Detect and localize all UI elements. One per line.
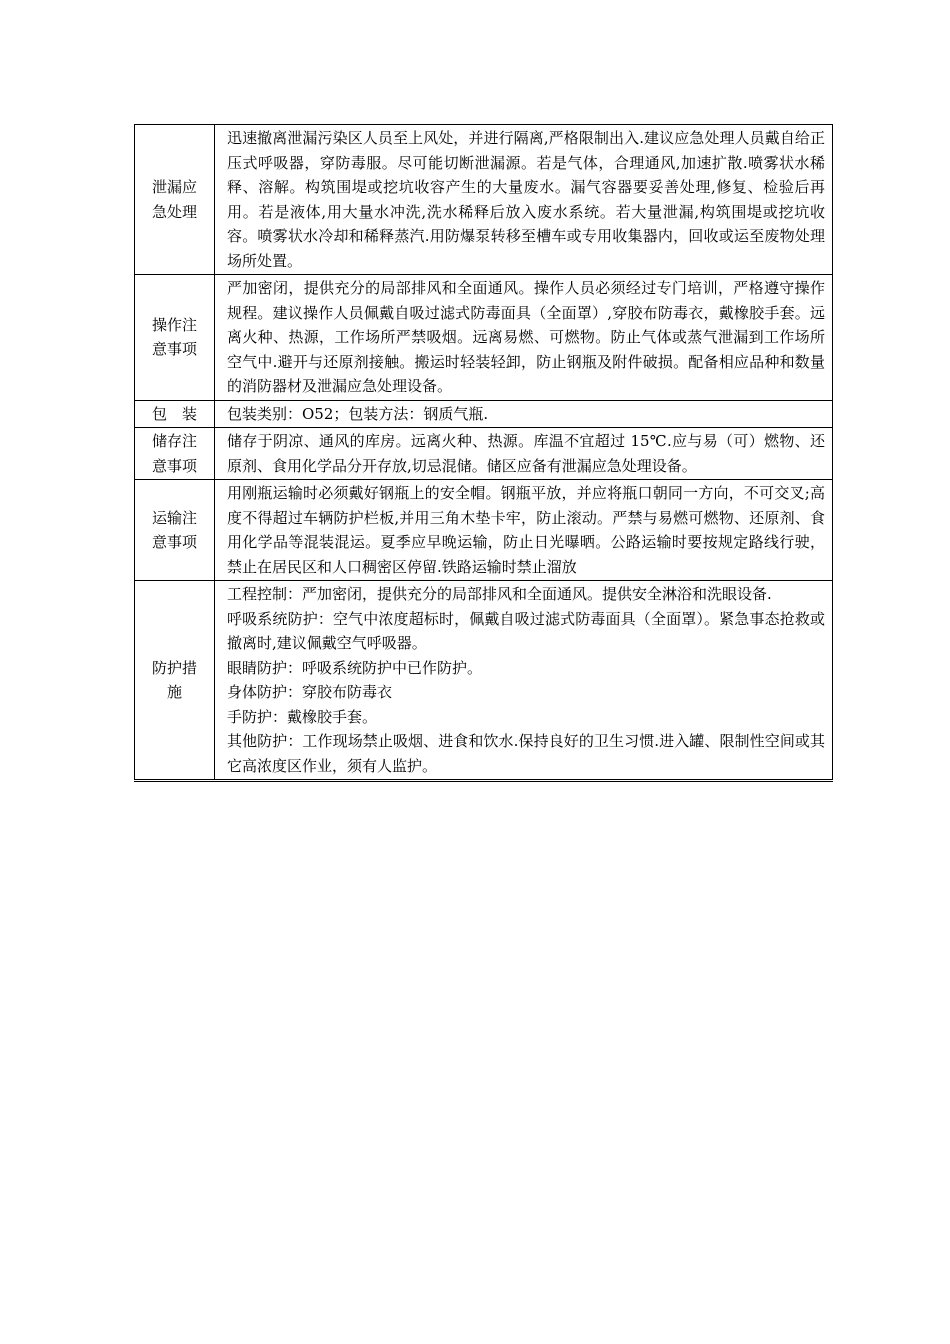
protection-hand: 手防护：戴橡胶手套。 <box>227 707 378 726</box>
row-content <box>215 480 833 581</box>
protection-eye: 眼睛防护：呼吸系统防护中已作防护。 <box>227 658 483 677</box>
row-content <box>215 581 833 781</box>
row-label-line: 防护措 <box>151 658 197 677</box>
row-label <box>135 581 215 781</box>
row-paragraph: 严加密闭，提供充分的局部排风和全面通风。操作人员必须经过专门培训，严格遵守操作规程。建议操作人员佩戴自吸过滤式防毒面具（全面罩）,穿胶布防毒衣，戴橡胶手套。远离火种、热源，工作场所严禁吸烟。远离易燃、可燃物。防止气体或蒸气泄漏到工作场所空气中.避开与还原剂接触。搬运时轻装轻卸，防止钢瓶及附件破损。配备相应品种和数量的消防器材及泄漏应急处理设备。 <box>227 279 825 395</box>
row-content <box>215 428 833 480</box>
protection-engineering: 工程控制：严加密闭，提供充分的局部排风和全面通风。提供安全淋浴和洗眼设备. <box>227 585 772 603</box>
row-label-line: 泄漏应 <box>151 178 197 196</box>
protection-other: 其他防护：工作现场禁止吸烟、进食和饮水.保持良好的卫生习惯.进入罐、限制性空间或其它高浓度区作业，须有人监护。 <box>227 732 825 775</box>
table-row-transport-notes <box>135 480 833 581</box>
table-row-protection-measures <box>135 581 833 781</box>
table-row-operation-notes <box>135 275 833 401</box>
row-label-line: 意事项 <box>151 456 197 475</box>
protection-body: 身体防护：穿胶布防毒衣 <box>227 683 393 701</box>
row-label-line: 施 <box>166 683 182 701</box>
row-label-line: 操作注 <box>151 315 197 334</box>
row-paragraph: 包装类别：O52；包装方法：钢质气瓶. <box>227 404 489 423</box>
row-label <box>135 480 215 581</box>
protection-respiratory: 呼吸系统防护：空气中浓度超标时，佩戴自吸过滤式防毒面具（全面罩）。紧急事态抢救或撤离时,建议佩戴空气呼吸器。 <box>227 609 825 652</box>
table-row-leak-emergency <box>135 125 833 275</box>
row-label-line: 急处理 <box>151 202 197 221</box>
row-paragraph: 储存于阴凉、通风的库房。远离火种、热源。库温不宜超过 15℃.应与易（可）燃物、还原剂、食用化学品分开存放,切忌混储。储区应备有泄漏应急处理设备。 <box>227 432 825 475</box>
row-label-line: 意事项 <box>151 533 197 551</box>
row-paragraph: 迅速撤离泄漏污染区人员至上风处，并进行隔离,严格限制出入.建议应急处理人员戴自给正压式呼吸器，穿防毒服。尽可能切断泄漏源。若是气体，合理通风,加速扩散.喷雾状水稀释、溶解。构筑围堤或挖坑收容产生的大量废水。漏气容器要妥善处理,修复、检验后再用。若是液体,用大量水冲洗,洗水稀释后放入废水系统。若大量泄漏,构筑围堤或挖坑收容。喷雾状水冷却和稀释蒸汽.用防爆泵转移至槽车或专用收集器内，回收或运至废物处理场所处置。 <box>227 129 825 270</box>
row-label-line: 包 装 <box>151 404 197 423</box>
row-paragraph: 用刚瓶运输时必须戴好钢瓶上的安全帽。钢瓶平放，并应将瓶口朝同一方向，不可交叉;高度不得超过车辆防护栏板,并用三角木垫卡牢，防止滚动。严禁与易燃可燃物、还原剂、食用化学品等混装混运。夏季应早晚运输，防止日光曝晒。公路运输时要按规定路线行驶，禁止在居民区和人口稠密区停留.铁路运输时禁止溜放 <box>227 484 825 576</box>
row-label-line: 意事项 <box>151 340 197 359</box>
row-label <box>135 400 215 428</box>
row-content <box>215 125 833 275</box>
table-row-storage-notes <box>135 428 833 480</box>
row-label-line: 运输注 <box>151 508 197 527</box>
row-label-line: 储存注 <box>151 432 197 450</box>
row-content <box>215 400 833 428</box>
row-label <box>135 125 215 275</box>
table-row-packaging <box>135 400 833 428</box>
row-content <box>215 275 833 401</box>
row-label <box>135 275 215 401</box>
safety-info-table <box>134 124 833 782</box>
row-label <box>135 428 215 480</box>
